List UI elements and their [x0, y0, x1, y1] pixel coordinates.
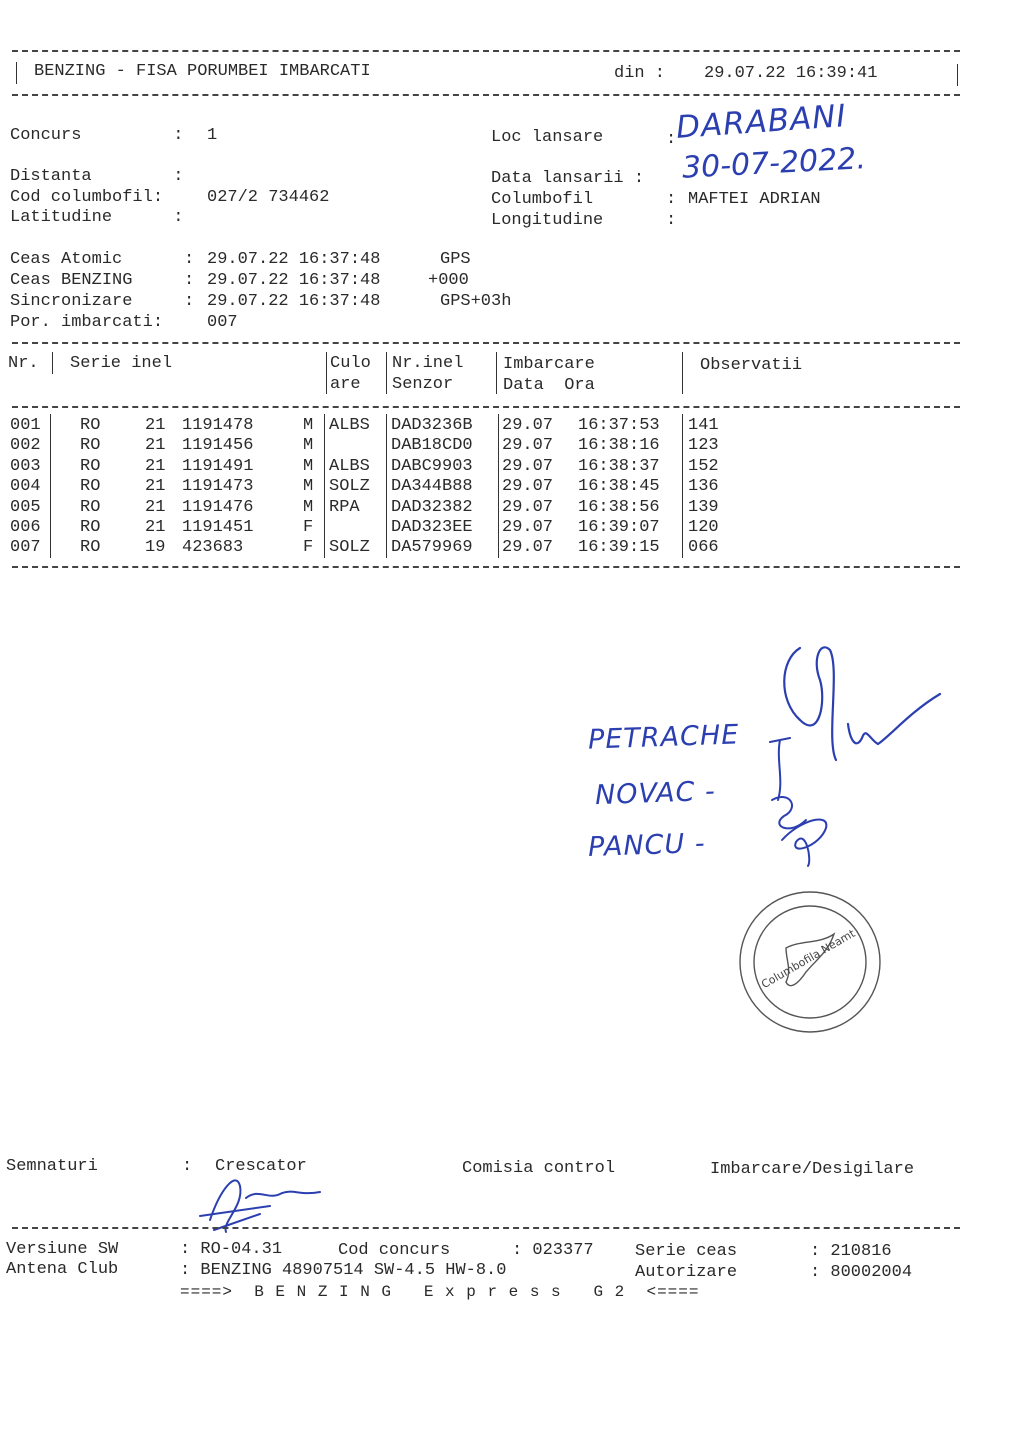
cell-senzor: DABC9903 — [391, 456, 473, 476]
cell-ora: 16:38:16 — [578, 436, 660, 456]
cell-an: 21 — [145, 477, 166, 497]
cell-an: 21 — [145, 416, 166, 435]
cell-inel: 1191491 — [182, 456, 254, 476]
header-separator — [326, 352, 327, 394]
distanta-label: Distanta : — [10, 167, 184, 186]
col-header-nr: Nr. — [8, 354, 39, 373]
cell-nr: 006 — [10, 518, 41, 537]
loc-lansare-colon: : — [666, 130, 677, 149]
cell-obs: 123 — [688, 436, 719, 456]
clock-value: 29.07.22 16:37:48 — [207, 271, 381, 290]
cell-senzor: DA579969 — [391, 538, 473, 558]
cell-inel: 1191478 — [182, 416, 254, 435]
cell-obs: 139 — [688, 497, 719, 517]
cell-an: 21 — [145, 456, 166, 476]
cell-an: 19 — [145, 538, 166, 558]
cell-senzor: DAD32382 — [391, 497, 473, 517]
col-header-imbarcare-1: Imbarcare — [503, 355, 595, 374]
cell-inel: 1191476 — [182, 497, 254, 517]
semnaturi-colon: : — [182, 1157, 193, 1176]
din-label: din : — [614, 64, 666, 83]
clock-colon: : — [184, 250, 195, 269]
header-right-border — [957, 64, 958, 86]
serie-ceas-value: : 210816 — [810, 1242, 892, 1261]
cell-ora: 16:38:37 — [578, 456, 660, 476]
imbarcare-desigilare-label: Imbarcare/Desigilare — [710, 1160, 915, 1179]
clock-label: Ceas BENZING — [10, 271, 133, 290]
col-header-culoare-2: are — [330, 375, 361, 394]
col-header-nrinel-1: Nr.inel — [392, 354, 464, 373]
clock-suffix: +000 — [428, 271, 469, 290]
cell-sex: M — [303, 436, 314, 456]
cell-sex: F — [303, 518, 314, 537]
cell-obs: 152 — [688, 456, 719, 476]
signature-petrache — [770, 738, 790, 800]
cell-tara: RO — [80, 477, 101, 497]
column-separator — [498, 414, 499, 558]
table-header-rule — [12, 406, 960, 408]
cell-nr: 007 — [10, 538, 41, 558]
cell-culoare: ALBS — [329, 416, 370, 435]
handwritten-name: PETRACHE — [587, 719, 740, 756]
columbofil-colon: : — [666, 190, 677, 209]
crescator-label: Crescator — [215, 1157, 307, 1176]
column-separator — [682, 414, 683, 558]
cell-obs: 136 — [688, 477, 719, 497]
clock-label: Sincronizare — [10, 292, 133, 311]
handwritten-name: PANCU - — [587, 827, 707, 864]
cell-obs: 066 — [688, 538, 719, 558]
cell-culoare: SOLZ — [329, 538, 370, 558]
cell-nr: 005 — [10, 497, 41, 517]
longitudine-label: Longitudine — [491, 211, 604, 230]
col-header-culoare-1: Culo — [330, 354, 371, 373]
stamp — [740, 892, 880, 1032]
signature-pancu — [782, 819, 826, 866]
cell-tara: RO — [80, 436, 101, 456]
clock-value: 29.07.22 16:37:48 — [207, 250, 381, 269]
clock-colon: : — [184, 271, 195, 290]
semnaturi-label: Semnaturi — [6, 1157, 98, 1176]
column-separator — [324, 414, 325, 558]
antena-club-label: Antena Club — [6, 1260, 119, 1279]
cell-inel: 1191451 — [182, 518, 254, 537]
cell-data: 29.07 — [502, 436, 554, 456]
document-title: BENZING - FISA PORUMBEI IMBARCATI — [34, 62, 371, 81]
table-top-rule — [12, 342, 960, 344]
cell-tara: RO — [80, 518, 101, 537]
cell-senzor: DA344B88 — [391, 477, 473, 497]
header-separator — [386, 352, 387, 394]
header-separator — [52, 352, 53, 374]
cell-inel: 1191473 — [182, 477, 254, 497]
versiune-sw-label: Versiune SW — [6, 1240, 119, 1259]
cell-data: 29.07 — [502, 416, 554, 435]
cell-an: 21 — [145, 518, 166, 537]
header-separator — [682, 352, 683, 394]
header-top-rule — [12, 50, 960, 52]
cell-ora: 16:38:56 — [578, 497, 660, 517]
concurs-label: Concurs : — [10, 126, 184, 145]
cell-nr: 004 — [10, 477, 41, 497]
stamp-text: Columbofila Neamt — [759, 926, 858, 992]
cell-culoare: ALBS — [329, 456, 370, 476]
signature-main — [784, 647, 940, 760]
cell-sex: M — [303, 416, 314, 435]
cell-senzor: DAD323EE — [391, 518, 473, 537]
cell-an: 21 — [145, 436, 166, 456]
col-header-imbarcare-2: Data Ora — [503, 376, 595, 395]
cell-ora: 16:39:07 — [578, 518, 660, 537]
col-header-nrinel-2: Senzor — [392, 375, 454, 394]
loc-lansare-handwritten: DARABANI — [674, 98, 848, 146]
cod-concurs-value: : 023377 — [512, 1241, 594, 1260]
cell-inel: 423683 — [182, 538, 244, 558]
porumbei-imbarcati-label: Por. imbarcati: — [10, 313, 164, 332]
cell-obs: 141 — [688, 416, 719, 435]
signature-crescator — [200, 1180, 320, 1232]
versiune-sw-value: : RO-04.31 — [180, 1240, 283, 1259]
clock-label: Ceas Atomic — [10, 250, 123, 269]
header-left-border — [16, 62, 17, 84]
cell-ora: 16:39:15 — [578, 538, 660, 558]
signature-novac — [772, 797, 806, 828]
cell-senzor: DAD3236B — [391, 416, 473, 435]
cell-culoare: SOLZ — [329, 477, 370, 497]
handwritten-name: NOVAC - — [594, 775, 717, 812]
clock-value: 29.07.22 16:37:48 — [207, 292, 381, 311]
cell-obs: 120 — [688, 518, 719, 537]
cell-ora: 16:37:53 — [578, 416, 660, 435]
table-bottom-rule — [12, 566, 960, 568]
cell-tara: RO — [80, 497, 101, 517]
cell-culoare: RPA — [329, 497, 360, 517]
clock-suffix: GPS — [440, 250, 471, 269]
cell-sex: M — [303, 497, 314, 517]
col-header-serie: Serie inel — [70, 354, 173, 373]
cell-sex: F — [303, 538, 314, 558]
cod-columbofil-value: 027/2 734462 — [207, 188, 330, 207]
cell-sex: M — [303, 477, 314, 497]
concurs-value: 1 — [207, 126, 218, 145]
latitudine-label: Latitudine : — [10, 208, 184, 227]
cod-concurs-label: Cod concurs — [338, 1241, 451, 1260]
col-header-observatii: Observatii — [700, 356, 803, 375]
cell-ora: 16:38:45 — [578, 477, 660, 497]
footer-rule — [12, 1227, 960, 1229]
data-lansarii-label: Data lansarii : — [491, 169, 645, 188]
cod-columbofil-label: Cod columbofil: — [10, 188, 164, 207]
antena-club-value: : BENZING 48907514 SW-4.5 HW-8.0 — [180, 1261, 507, 1280]
cell-data: 29.07 — [502, 538, 554, 558]
cell-tara: RO — [80, 456, 101, 476]
cell-an: 21 — [145, 497, 166, 517]
columbofil-value: MAFTEI ADRIAN — [688, 190, 821, 209]
cell-senzor: DAB18CD0 — [391, 436, 473, 456]
cell-data: 29.07 — [502, 456, 554, 476]
column-separator — [50, 414, 51, 558]
cell-data: 29.07 — [502, 497, 554, 517]
header-separator — [496, 352, 497, 394]
cell-nr: 003 — [10, 456, 41, 476]
comisia-control-label: Comisia control — [462, 1159, 616, 1178]
porumbei-imbarcati-value: 007 — [207, 313, 238, 332]
header-bottom-rule — [12, 94, 960, 96]
clock-suffix: GPS+03h — [440, 292, 512, 311]
loc-lansare-label: Loc lansare — [491, 128, 604, 147]
cell-data: 29.07 — [502, 518, 554, 537]
cell-tara: RO — [80, 416, 101, 435]
cell-tara: RO — [80, 538, 101, 558]
clock-colon: : — [184, 292, 195, 311]
cell-data: 29.07 — [502, 477, 554, 497]
din-datetime: 29.07.22 16:39:41 — [704, 64, 878, 83]
cell-nr: 002 — [10, 436, 41, 456]
cell-nr: 001 — [10, 416, 41, 435]
benzing-banner: ====> B E N Z I N G E x p r e s s G 2 <==== — [180, 1283, 700, 1301]
cell-sex: M — [303, 456, 314, 476]
data-lansarii-handwritten: 30-07-2022. — [681, 141, 867, 186]
column-separator — [386, 414, 387, 558]
serie-ceas-label: Serie ceas — [635, 1242, 738, 1261]
longitudine-colon: : — [666, 211, 677, 230]
columbofil-label: Columbofil — [491, 190, 594, 209]
autorizare-label: Autorizare — [635, 1263, 738, 1282]
cell-inel: 1191456 — [182, 436, 254, 456]
autorizare-value: : 80002004 — [810, 1263, 913, 1282]
